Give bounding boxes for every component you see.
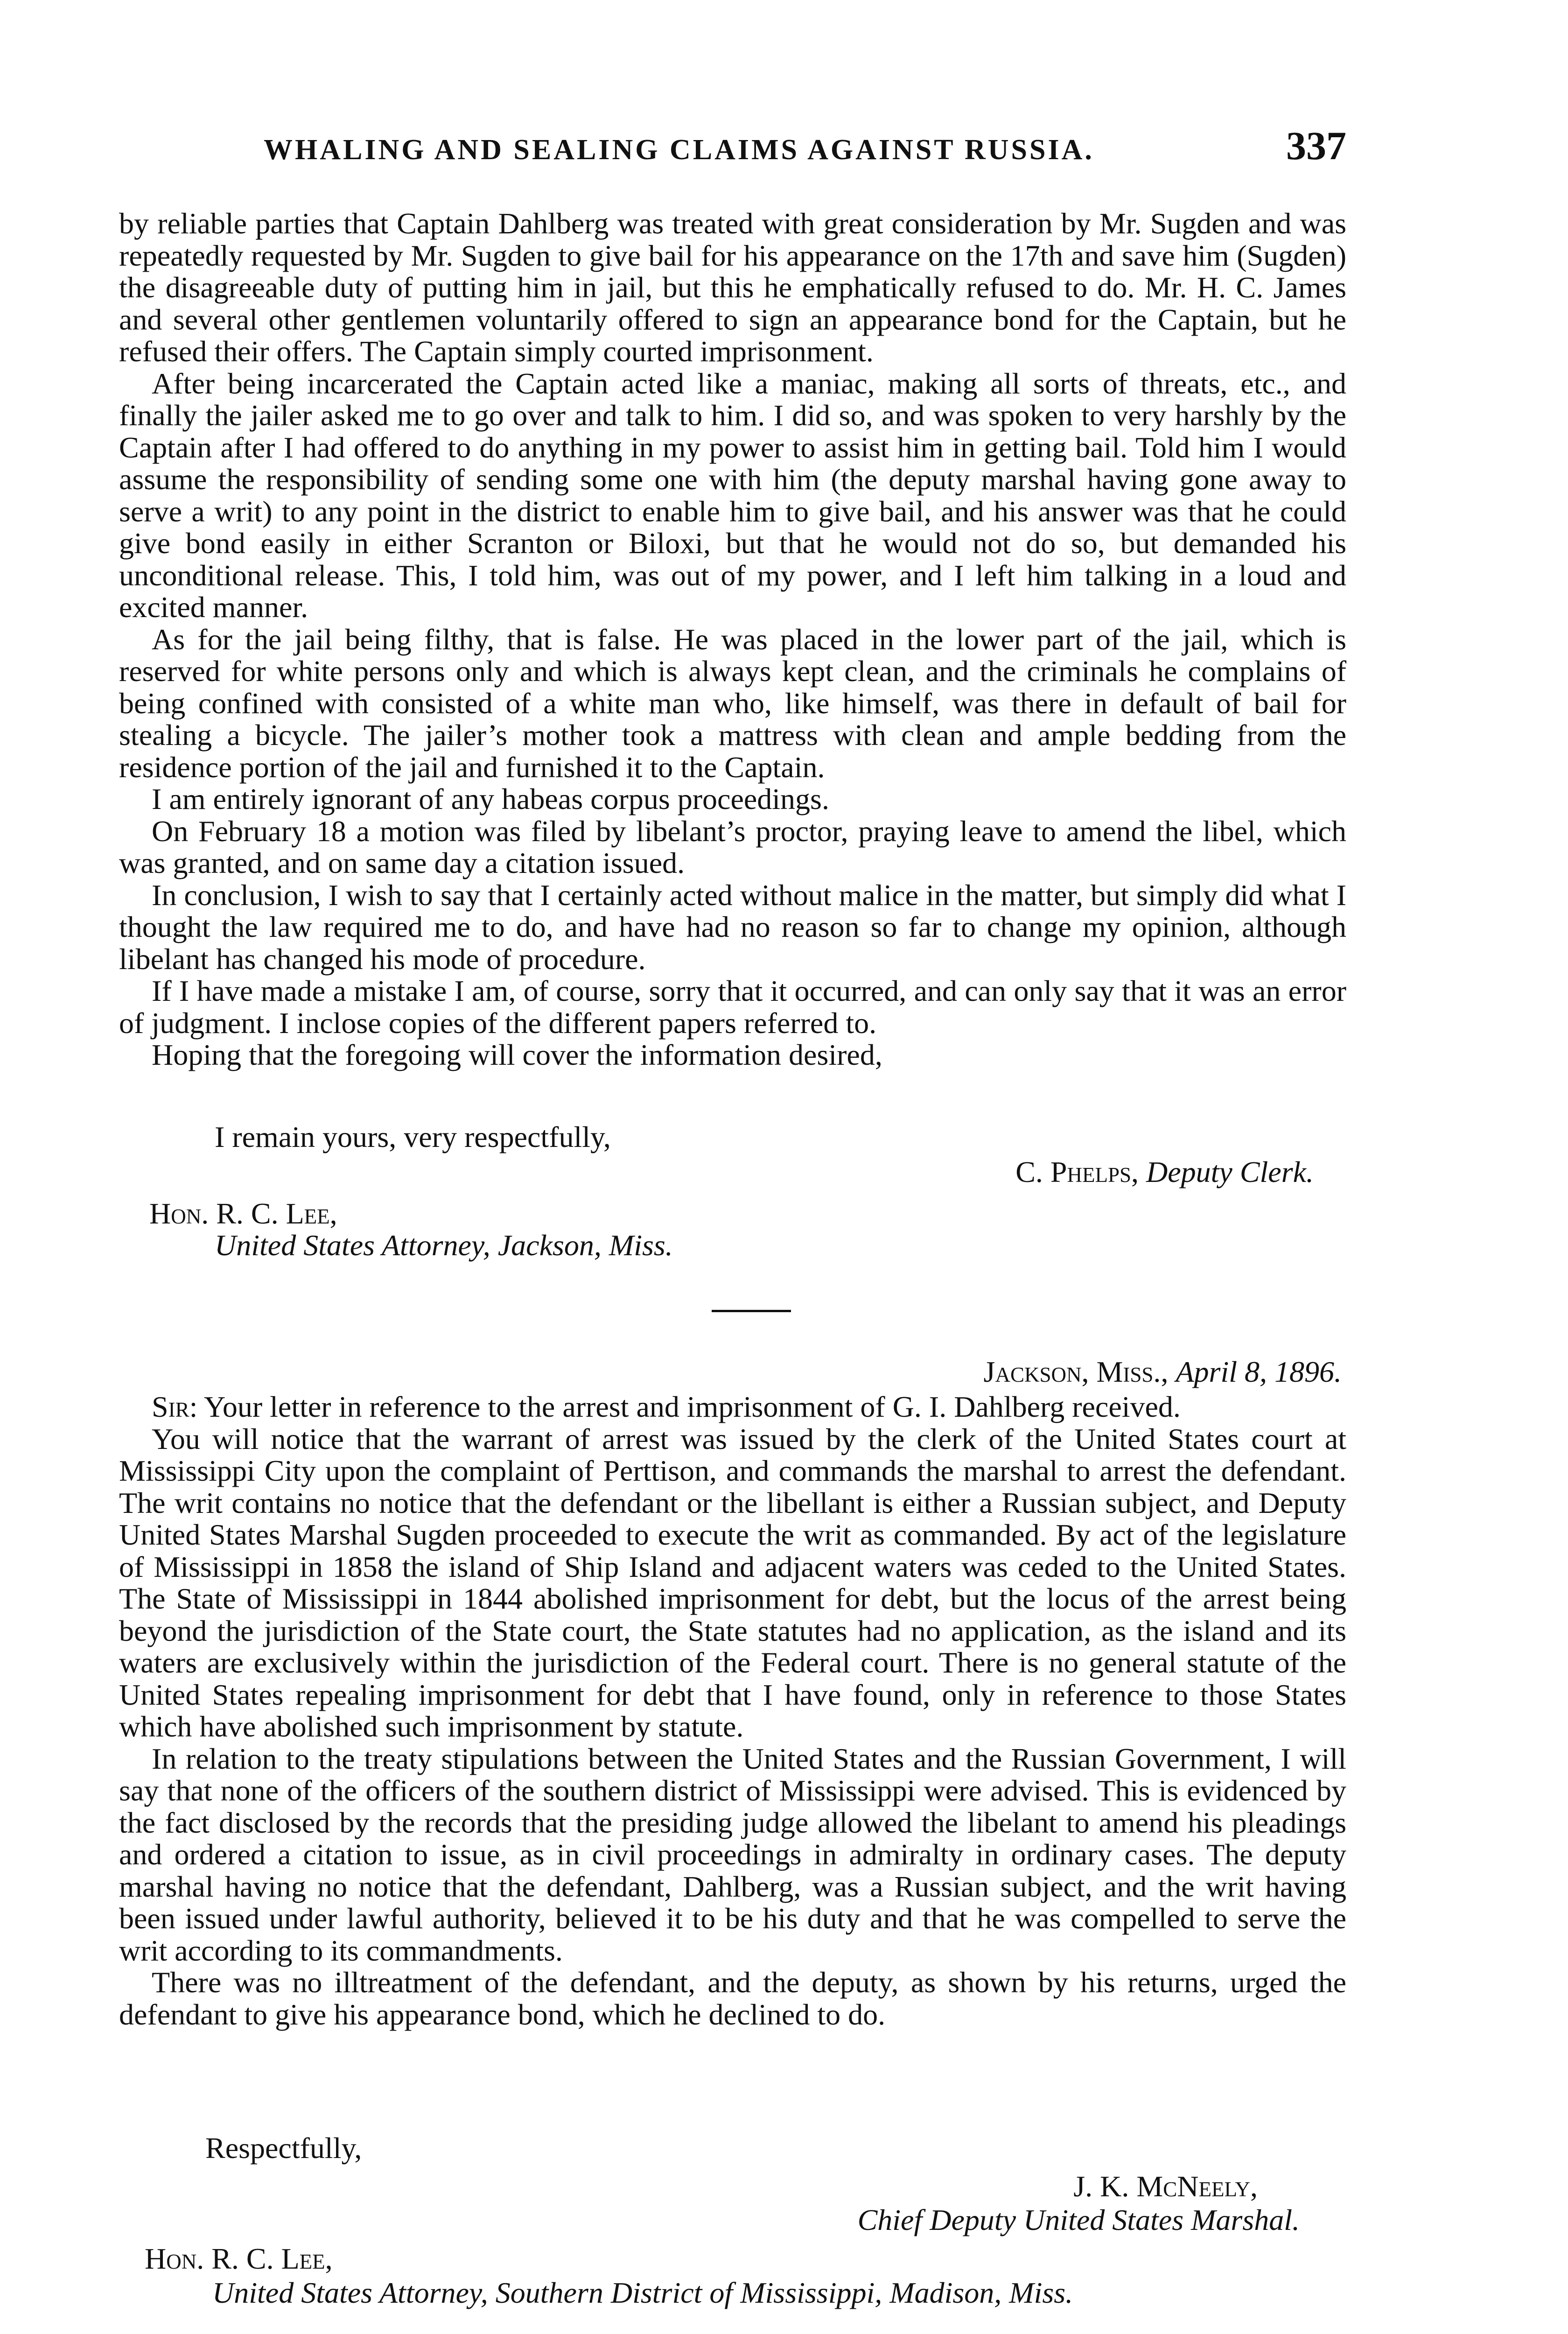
paragraph: If I have made a mistake I am, of course, sorry that it occurred, and can only say that it was an error of judgment. I inclose copies of the different papers referred to. [119, 974, 1346, 1040]
signature-name: J. K. McNeely [1073, 2170, 1250, 2203]
addressee-name: Hon. R. C. Lee [145, 2242, 325, 2275]
section-divider [712, 1310, 791, 1312]
paragraph: In relation to the treaty stipulations between the United States and the Russian Government, I will say that none of the officers of the southern district of Mississippi were advised. This is evidenced by the fact disclosed by the records that the presiding judge allowed the libelant to amend his pleadings and ordered a citation to issue, as in civil proceedings in admiralty in ordinary cases. The deputy marshal having no notice that the defendant, Dahlberg, was a Russian subject, and the writ having been issued under lawful authority, believed it to be his duty and that he was compelled to serve the writ according to its commandments. [119, 1742, 1346, 1967]
letter2-signature-name: J. K. McNeely, [1073, 2170, 1258, 2203]
paragraph: After being incarcerated the Captain acted like a maniac, making all sorts of threats, etc., and finally the jailer asked me to go over and talk to him. I did so, and was spoken to very harshly by the Captain after I had offered to do anything in my power to assist him in getting bail. Told him I would assume the responsibility of sending some one with him (the deputy marshal having gone away to serve a writ) to any point in the district to enable him to give bail, and his answer was that he could give bond easily in either Scranton or Biloxi, but that he would not do so, but demanded his unconditional release. This, I told him, was out of my power, and I left him talking in a loud and excited manner. [119, 366, 1346, 624]
letter1-body [119, 208, 1346, 1071]
paragraph: There was no illtreatment of the defendant, and the deputy, as shown by his returns, urged the defendant to give his appearance bond, which he declined to do. [119, 1966, 1346, 2031]
letter1-addressee-title: United States Attorney, Jackson, Miss. [215, 1229, 673, 1262]
letter2-dateline: Jackson, Miss., April 8, 1896. [983, 1355, 1342, 1388]
paragraph: by reliable parties that Captain Dahlberg was treated with great consideration by Mr. Sugden and was repeatedly requested by Mr. Sugden to give bail for his appearance on the 17th and save him (Sugden) the disagreeable duty of putting him in jail, but this he emphatically refused to do. Mr. H. C. James and several other gentlemen voluntarily offered to sign an appearance bond for the Captain, but he refused their offers. The Captain simply courted imprisonment. [119, 207, 1346, 368]
opening-paragraph: Sir: Your letter in reference to the arrest and imprisonment of G. I. Dahlberg received. [152, 1390, 1181, 1423]
running-head: WHALING AND SEALING CLAIMS AGAINST RUSSIA. [264, 134, 1094, 166]
paragraph: I am entirely ignorant of any habeas corpus proceedings. [152, 782, 829, 815]
signature-name: C. Phelps [1015, 1155, 1131, 1188]
letter1-signature: C. Phelps, Deputy Clerk. [1015, 1155, 1314, 1188]
paragraph: As for the jail being filthy, that is false. He was placed in the lower part of the jail, which is reserved for white persons only and which is always kept clean, and the criminals he complains of being confined with consisted of a white man who, like himself, was there in default of bail for stealing a bicycle. The jailer’s mother took a mattress with clean and ample bedding from the residence portion of the jail and furnished it to the Captain. [119, 622, 1346, 784]
letter2-addressee-title: United States Attorney, Southern District of Mississippi, Madison, Miss. [212, 2276, 1073, 2309]
letter2-body [119, 1391, 1346, 2031]
letter1-closing: I remain yours, very respectfully, [215, 1120, 611, 1153]
addressee-name: Hon. R. C. Lee [149, 1197, 330, 1230]
paragraph: In conclusion, I wish to say that I certainly acted without malice in the matter, but simply did what I thought the law required me to do, and have had no reason so far to change my opinion, although libelant has changed his mode of procedure. [119, 878, 1346, 976]
letter2-signature-title: Chief Deputy United States Marshal. [857, 2203, 1300, 2236]
page-header [119, 122, 1346, 174]
letter2-addressee: Hon. R. C. Lee, [145, 2242, 333, 2275]
dateline-place: Jackson, Miss. [983, 1355, 1161, 1388]
signature-title: Deputy Clerk. [1146, 1155, 1314, 1188]
paragraph: You will notice that the warrant of arrest was issued by the clerk of the United States court at Mississippi City upon the complaint of Perttison, and commands the marshal to arrest the defendant. The writ contains no notice that the defendant or the libellant is either a Russian subject, and Deputy United States Marshal Sugden proceeded to execute the writ as commanded. By act of the legislature of Mississippi in 1858 the island of Ship Island and adjacent waters was ceded to the United States. The State of Mississippi in 1844 abolished imprisonment for debt, but the locus of the arrest being beyond the jurisdiction of the State court, the State statutes had no application, as the island and its waters are exclusively within the jurisdiction of the Federal court. There is no general statute of the United States repealing imprisonment for debt that I have found, only in reference to those States which have abolished such imprisonment by statute. [119, 1422, 1346, 1743]
page-number: 337 [1286, 123, 1346, 168]
paragraph: Hoping that the foregoing will cover the information desired, [152, 1038, 882, 1071]
letter1-addressee: Hon. R. C. Lee, [149, 1197, 337, 1230]
salutation: Sir [152, 1390, 189, 1423]
paragraph: On February 18 a motion was filed by libelant’s proctor, praying leave to amend the libel, which was granted, and on same day a citation issued. [119, 814, 1346, 879]
opening-text: Your letter in reference to the arrest and imprisonment of G. I. Dahlberg received. [204, 1390, 1181, 1423]
dateline-date: April 8, 1896. [1176, 1355, 1342, 1388]
letter2-closing: Respectfully, [205, 2131, 362, 2165]
